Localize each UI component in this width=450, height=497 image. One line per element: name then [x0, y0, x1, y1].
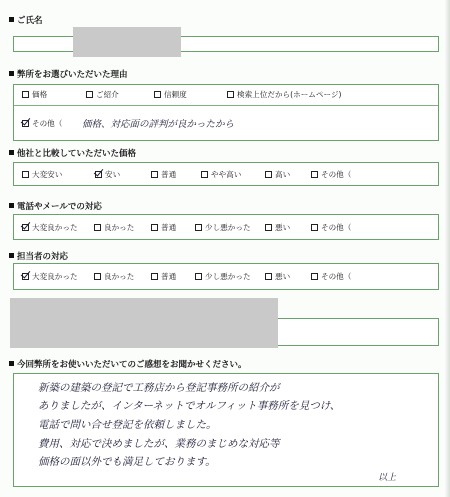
reason-option-other[interactable]: その他（ [22, 114, 62, 134]
comment-box[interactable] [13, 373, 439, 487]
section-bullet-icon [9, 150, 14, 155]
section-bullet-icon [9, 203, 14, 208]
contact-option-bad[interactable]: 悪い [265, 218, 290, 238]
comment-heading: 今回弊所をお使いいただいてのご感想をお聞かせください。 [9, 358, 247, 370]
staff-option-normal[interactable]: 普通 [151, 267, 176, 287]
price-option-other[interactable]: その他（ [311, 165, 351, 185]
price-heading: 他社と比較していただいた価格 [9, 147, 136, 159]
checkbox-icon[interactable] [265, 273, 272, 280]
contact-option-slightly-bad[interactable]: 少し悪かった [195, 218, 251, 238]
checkbox-icon[interactable] [151, 171, 158, 178]
contact-row [14, 218, 438, 238]
checkbox-checked-icon[interactable] [22, 273, 29, 280]
checkbox-icon[interactable] [94, 273, 101, 280]
checkbox-icon[interactable] [265, 171, 272, 178]
checkbox-icon[interactable] [201, 171, 208, 178]
staff-option-other[interactable]: その他（ [311, 267, 351, 287]
checkbox-icon[interactable] [227, 91, 234, 98]
page-edge-shadow [444, 0, 450, 497]
checkbox-icon[interactable] [151, 224, 158, 231]
checkbox-checked-icon[interactable] [22, 224, 29, 231]
comment-line-5: 価格の面以外でも満足しております。 [38, 456, 216, 468]
checkbox-checked-icon[interactable] [95, 171, 102, 178]
price-option-normal[interactable]: 普通 [151, 165, 176, 185]
section-bullet-icon [9, 361, 14, 366]
reason-row-1 [14, 85, 438, 105]
checkbox-icon[interactable] [195, 224, 202, 231]
contact-option-very-good[interactable]: 大変良かった [22, 218, 78, 238]
section-bullet-icon [9, 253, 14, 258]
price-option-slightly-high[interactable]: やや高い [201, 165, 241, 185]
staff-box [13, 263, 439, 290]
reason-option-search[interactable]: 検索上位だから(ホームページ) [227, 85, 342, 105]
price-option-high[interactable]: 高い [265, 165, 290, 185]
price-option-cheap[interactable]: 安い [95, 165, 120, 185]
reason-box [13, 84, 439, 141]
checkbox-icon[interactable] [265, 224, 272, 231]
checkbox-icon[interactable] [22, 171, 29, 178]
section-redaction [10, 298, 278, 348]
checkbox-icon[interactable] [154, 91, 161, 98]
comment-line-4: 費用、対応で決めましたが、業務のまじめな対応等 [38, 438, 280, 450]
staff-option-slightly-bad[interactable]: 少し悪かった [195, 267, 251, 287]
staff-row [14, 267, 438, 287]
reason-other-handwritten: 価格、対応面の評判が良かったから [82, 119, 235, 130]
comment-line-2: ありましたが、インターネットでオルフィット事務所を見つけ、 [38, 400, 341, 412]
reason-heading: 弊所をお選びいただいた理由 [9, 68, 128, 80]
name-heading: ご氏名 [9, 14, 43, 26]
checkbox-icon[interactable] [22, 91, 29, 98]
checkbox-icon[interactable] [86, 91, 93, 98]
checkbox-icon[interactable] [94, 224, 101, 231]
checkbox-icon[interactable] [195, 273, 202, 280]
comment-signoff: 以上 [377, 473, 396, 483]
price-row [14, 165, 438, 185]
reason-option-trust[interactable]: 信頼度 [154, 85, 187, 105]
reason-row-other [14, 109, 438, 139]
checkbox-icon[interactable] [311, 273, 318, 280]
comment-line-3: 電話で問い合せ登記を依頼しました。 [38, 419, 217, 431]
staff-option-very-good[interactable]: 大変良かった [22, 267, 78, 287]
contact-heading: 電話やメールでの対応 [9, 200, 102, 212]
contact-box [13, 214, 439, 240]
reason-option-referral[interactable]: ご紹介 [86, 85, 119, 105]
comment-line-1: 新築の建築の登記で工務店から登記事務所の紹介が [38, 382, 280, 394]
price-box [13, 162, 439, 186]
section-bullet-icon [9, 17, 14, 22]
contact-option-other[interactable]: その他（ [311, 218, 351, 238]
staff-option-bad[interactable]: 悪い [265, 267, 290, 287]
checkbox-icon[interactable] [151, 273, 158, 280]
section-bullet-icon [9, 71, 14, 76]
name-redaction [73, 27, 181, 57]
checkbox-icon[interactable] [311, 224, 318, 231]
staff-heading: 担当者の対応 [9, 250, 68, 262]
row-divider [14, 105, 438, 106]
contact-option-normal[interactable]: 普通 [151, 218, 176, 238]
staff-option-good[interactable]: 良かった [94, 267, 134, 287]
checkbox-checked-icon[interactable] [22, 120, 29, 127]
contact-option-good[interactable]: 良かった [94, 218, 134, 238]
price-option-very-cheap[interactable]: 大変安い [22, 165, 62, 185]
reason-option-price[interactable]: 価格 [22, 85, 47, 105]
checkbox-icon[interactable] [311, 171, 318, 178]
